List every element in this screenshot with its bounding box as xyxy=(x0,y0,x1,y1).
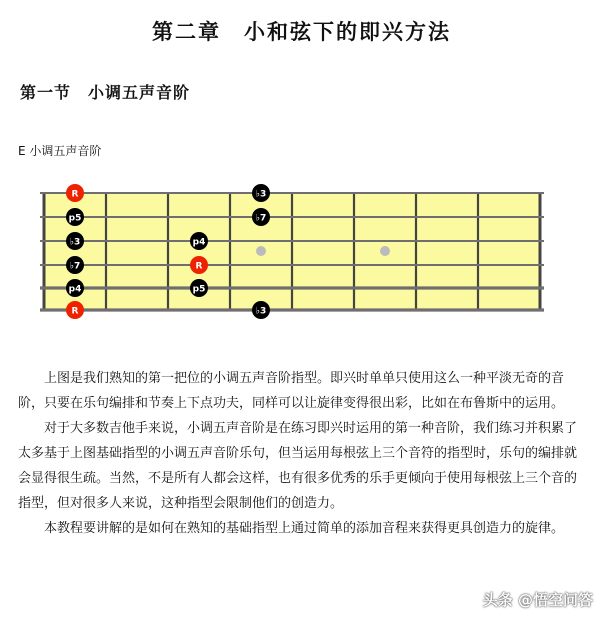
note-marker xyxy=(66,232,84,250)
note-label: R xyxy=(71,189,79,200)
note-marker xyxy=(66,184,84,202)
note-label: p4 xyxy=(68,284,82,295)
note-marker xyxy=(190,256,208,274)
note-marker xyxy=(66,208,84,226)
note-marker xyxy=(252,301,270,319)
note-marker xyxy=(66,256,84,274)
watermark xyxy=(461,589,593,610)
note-marker xyxy=(190,232,208,250)
note-marker xyxy=(252,208,270,226)
watermark-logo-icon xyxy=(461,591,479,609)
note-marker xyxy=(252,184,270,202)
section-title: 第一节 小调五声音阶 xyxy=(20,83,191,102)
watermark-text: 头条 @悟空问答 xyxy=(482,591,593,609)
note-label: ♭3 xyxy=(255,306,267,317)
note-label: ♭7 xyxy=(69,261,81,272)
note-marker xyxy=(66,301,84,319)
note-label: ♭3 xyxy=(69,237,81,248)
diagram-label: E 小调五声音阶 xyxy=(18,144,102,158)
note-marker xyxy=(190,279,208,297)
note-label: ♭3 xyxy=(255,189,267,200)
note-label: R xyxy=(195,261,203,272)
note-label: p4 xyxy=(192,237,206,248)
paragraph-1: 上图是我们熟知的第一把位的小调五声音阶指型。即兴时单单只使用这么一种平淡无奇的音阶，只要在乐句编排和节奏上下点功夫，同样可以让旋律变得很出彩，比如在布鲁斯中的运用。 xyxy=(18,371,565,411)
paragraph-2: 对于大多数吉他手来说，小调五声音阶是在练习即兴时运用的第一种音阶，我们练习并积累了太多基于上图基础指型的小调五声音阶乐句，但当运用每根弦上三个音符的指型时，乐句的编排就会显得很生疏。当然，不是所有人都会这样，也有很多优秀的乐手更倾向于使用每根弦上三个音的指型，但对很多人来说，这种指型会限制他们的创造力。 xyxy=(18,421,578,511)
note-marker xyxy=(66,279,84,297)
fret-inlay xyxy=(256,246,266,256)
note-label: ♭7 xyxy=(255,213,267,224)
fret-inlay xyxy=(380,246,390,256)
note-label: R xyxy=(71,306,79,317)
chapter-title: 第二章 小和弦下的即兴方法 xyxy=(152,20,451,44)
paragraph-3: 本教程要讲解的是如何在熟知的基础指型上通过简单的添加音程来获得更具创造力的旋律。 xyxy=(44,521,565,536)
body-text xyxy=(18,366,584,541)
note-label: p5 xyxy=(68,213,82,224)
note-label: p5 xyxy=(192,284,206,295)
